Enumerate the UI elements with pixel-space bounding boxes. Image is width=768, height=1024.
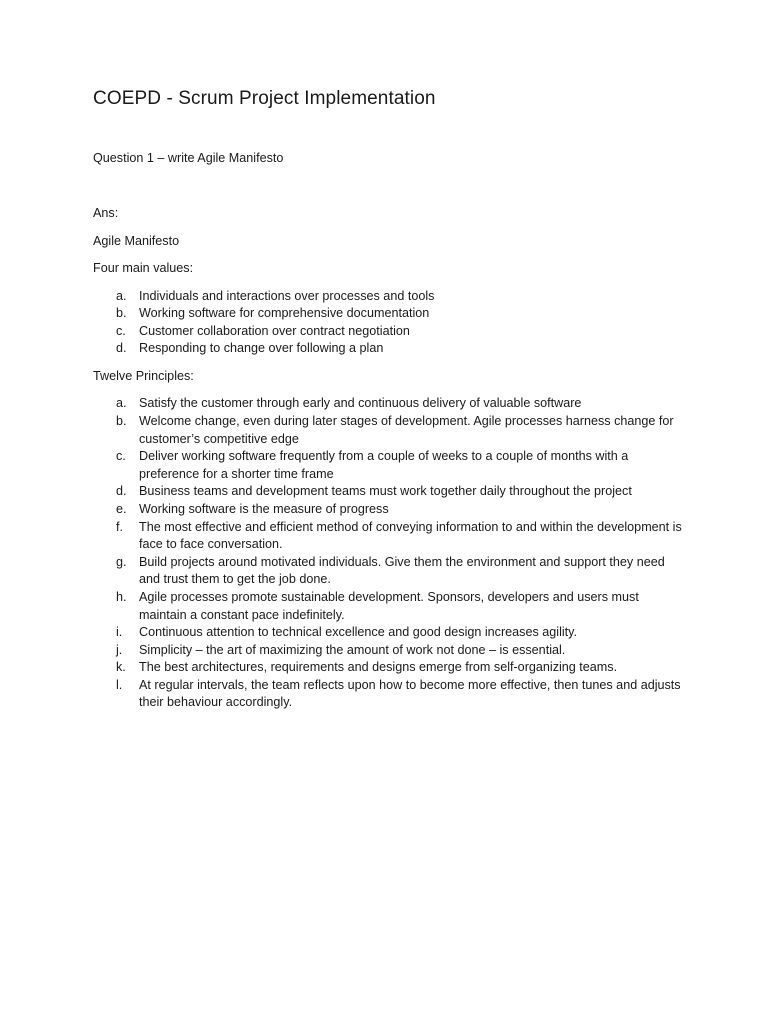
- list-item-text: Business teams and development teams must work together daily throughout the project: [139, 484, 632, 499]
- principles-list: [93, 395, 683, 712]
- list-marker: a.: [116, 288, 127, 303]
- list-marker: d.: [116, 341, 127, 356]
- list-item: [93, 305, 683, 323]
- list-marker: i.: [116, 625, 123, 640]
- list-marker: b.: [116, 306, 127, 321]
- list-item-text: Responding to change over following a plan: [139, 341, 384, 356]
- document-title: COEPD - Scrum Project Implementation: [93, 88, 436, 109]
- list-marker: g.: [116, 554, 127, 569]
- list-marker: k.: [116, 660, 126, 675]
- list-item-text: Deliver working software frequently from a couple of weeks to a couple of months with a preference for a shorter time frame: [139, 449, 629, 481]
- list-item: [93, 589, 683, 624]
- principles-heading: Twelve Principles:: [93, 368, 194, 383]
- list-marker: f.: [116, 519, 123, 534]
- document-page: [93, 86, 683, 710]
- list-marker: j.: [116, 642, 123, 657]
- list-item: [93, 483, 683, 501]
- list-item-text: At regular intervals, the team reflects upon how to become more effective, then tunes and adjusts their behaviour accordingly.: [139, 677, 681, 710]
- list-item-text: The most effective and efficient method of conveying information to and within the development is face to face conversation.: [139, 519, 682, 552]
- list-item-text: Working software for comprehensive documentation: [139, 306, 430, 321]
- list-marker: e.: [116, 501, 127, 516]
- list-marker: c.: [116, 323, 126, 338]
- list-item: [93, 677, 683, 712]
- list-marker: d.: [116, 484, 127, 499]
- values-heading: Four main values:: [93, 261, 194, 275]
- list-item-text: Agile processes promote sustainable development. Sponsors, developers and users must maintain a constant pace indefinitely.: [139, 589, 639, 622]
- list-item: [93, 642, 683, 660]
- list-item: [93, 340, 683, 358]
- list-item-text: Individuals and interactions over processes and tools: [139, 288, 435, 303]
- list-item-text: Working software is the measure of progress: [139, 501, 389, 516]
- list-marker: a.: [116, 396, 127, 411]
- question-text: Question 1 – write Agile Manifesto: [93, 151, 284, 165]
- ans-label: Ans:: [93, 206, 119, 220]
- list-item-text: Satisfy the customer through early and continuous delivery of valuable software: [139, 396, 582, 411]
- list-item-text: The best architectures, requirements and designs emerge from self-organizing teams.: [139, 660, 618, 675]
- list-item: [93, 554, 683, 589]
- values-list: [93, 288, 683, 358]
- list-item: [93, 288, 683, 306]
- list-item-text: Continuous attention to technical excellence and good design increases agility.: [139, 625, 578, 640]
- answer-section: [93, 205, 683, 712]
- list-item-text: Welcome change, even during later stages of development. Agile processes harness change for customer’s competitive edge: [139, 413, 674, 446]
- list-item: [93, 624, 683, 642]
- list-item: [93, 413, 683, 448]
- list-item: [93, 519, 683, 554]
- list-marker: b.: [116, 413, 127, 428]
- list-item-text: Customer collaboration over contract negotiation: [139, 323, 410, 338]
- list-item: [93, 395, 683, 413]
- list-item: [93, 448, 683, 483]
- list-item-text: Build projects around motivated individuals. Give them the environment and support they need and trust them to get the job done.: [139, 554, 665, 587]
- list-marker: l.: [116, 677, 123, 692]
- manifesto-heading: Agile Manifesto: [93, 233, 180, 248]
- list-marker: c.: [116, 449, 126, 464]
- list-marker: h.: [116, 589, 127, 604]
- list-item: [93, 659, 683, 677]
- list-item: [93, 323, 683, 341]
- list-item-text: Simplicity – the art of maximizing the amount of work not done – is essential.: [139, 642, 566, 657]
- list-item: [93, 501, 683, 519]
